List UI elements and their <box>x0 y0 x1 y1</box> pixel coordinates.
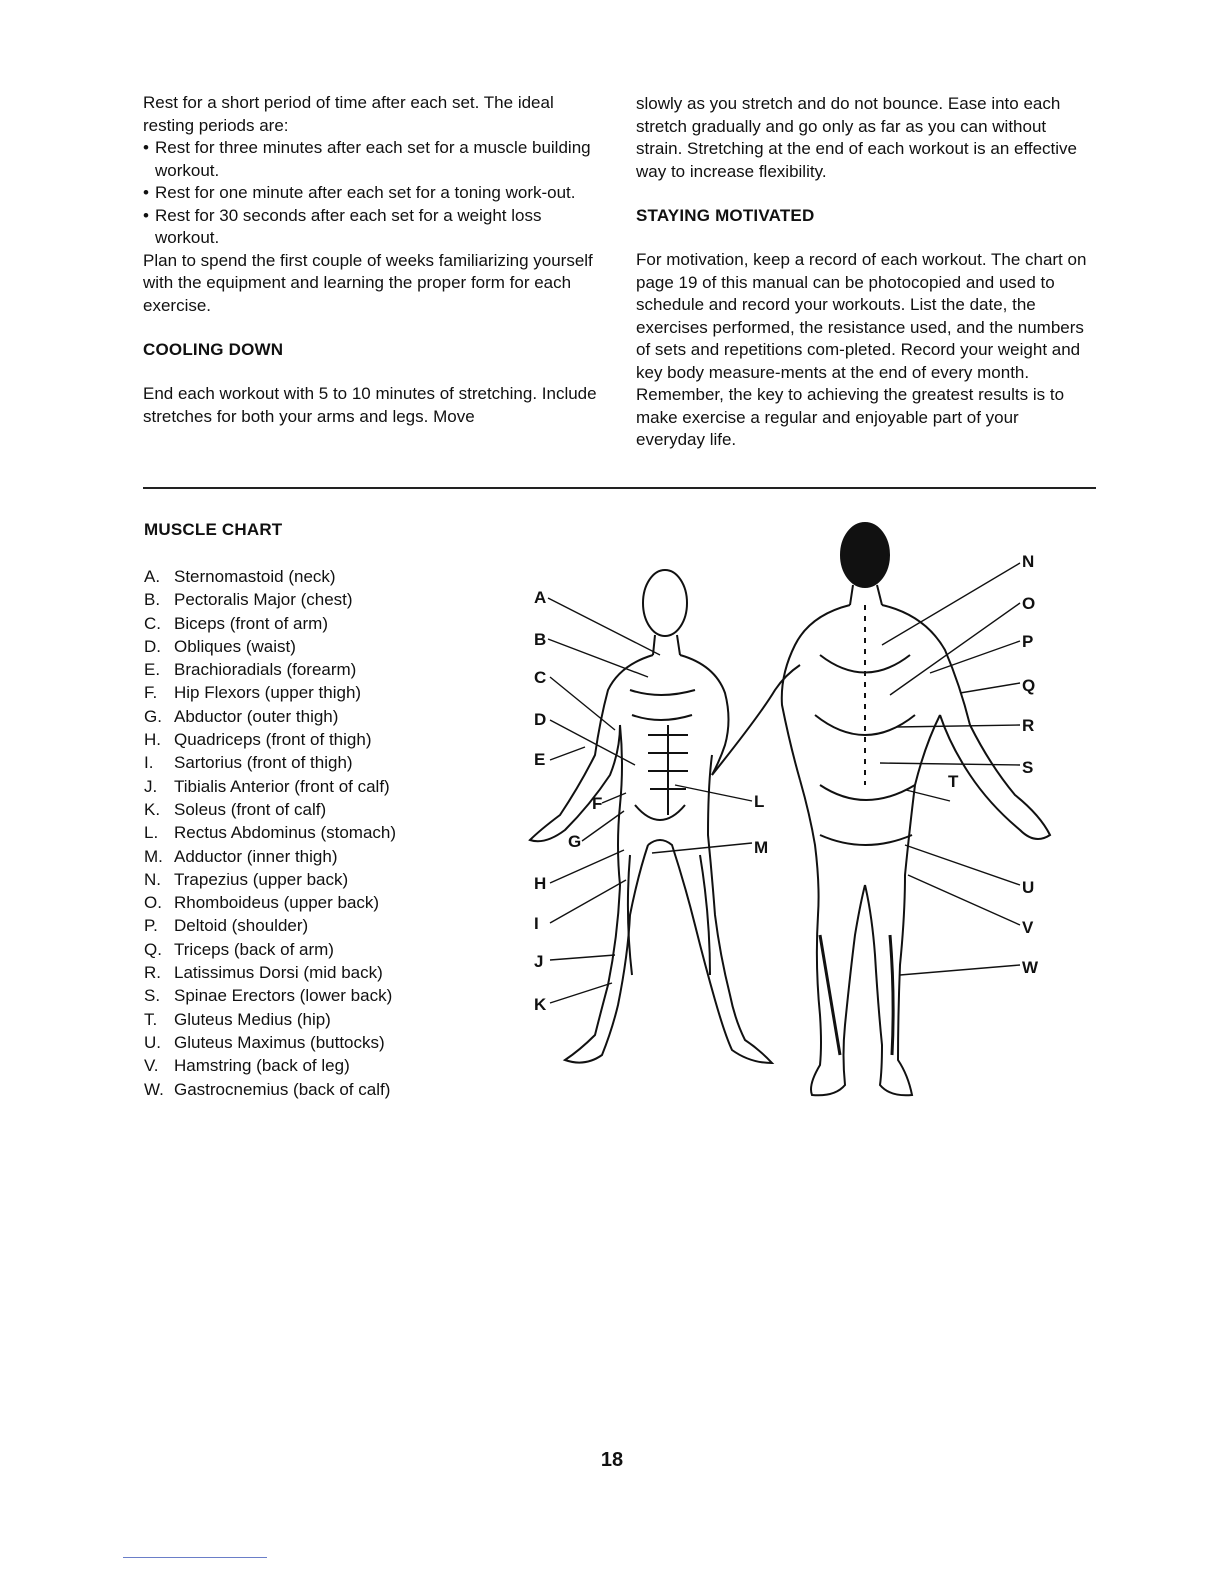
figure-labels <box>534 552 1039 1014</box>
list-item <box>144 868 396 891</box>
list-item <box>144 821 396 844</box>
figure-label-a: A <box>534 588 547 607</box>
bottom-rule <box>123 1557 267 1558</box>
figure-label-l: L <box>754 792 765 811</box>
muscle-name: Abductor (outer thigh) <box>174 706 339 726</box>
figure-label-m: M <box>754 838 769 857</box>
left-column <box>143 92 598 428</box>
rest-intro: Rest for a short period of time after each set. The ideal resting periods are: <box>143 93 554 135</box>
list-item <box>144 961 396 984</box>
muscle-letter: F. <box>144 683 158 703</box>
figure-label-n: N <box>1022 552 1035 571</box>
muscle-figure-illustration <box>520 515 1060 1105</box>
muscle-name: Gastrocnemius (back of calf) <box>174 1079 391 1099</box>
muscle-letter: I. <box>144 753 154 773</box>
muscle-name: Brachioradials (forearm) <box>174 660 357 680</box>
muscle-name: Spinae Erectors (lower back) <box>174 986 393 1006</box>
plan-paragraph: Plan to spend the first couple of weeks familiarizing yourself with the equipment and learning the proper form for each exercise. <box>143 250 593 315</box>
muscle-letter: L. <box>144 823 159 843</box>
rest-bullets <box>143 137 598 250</box>
muscle-letter: T. <box>144 1009 158 1029</box>
section-divider <box>143 487 1096 489</box>
list-item <box>144 588 396 611</box>
figure-label-b: B <box>534 630 547 649</box>
muscle-name: Rectus Abdominus (stomach) <box>174 823 397 843</box>
figure-label-v: V <box>1022 918 1034 937</box>
muscle-name: Sartorius (front of thigh) <box>174 753 353 773</box>
muscle-letter: H. <box>144 730 161 750</box>
muscle-name: Gluteus Medius (hip) <box>174 1009 331 1029</box>
muscle-letter: E. <box>144 660 161 680</box>
figure-label-g: G <box>568 832 582 851</box>
list-item <box>144 938 396 961</box>
back-figure <box>782 523 1050 1095</box>
figure-label-c: C <box>534 668 547 687</box>
list-item <box>144 1031 396 1054</box>
list-item <box>144 891 396 914</box>
muscle-letter: B. <box>144 590 161 610</box>
list-item <box>144 705 396 728</box>
muscle-list <box>144 565 396 1101</box>
muscle-name: Hamstring (back of leg) <box>174 1056 350 1076</box>
list-item <box>144 565 396 588</box>
muscle-chart-heading: MUSCLE CHART <box>144 520 283 539</box>
list-item: • Rest for 30 seconds after each set for a weight loss workout. <box>143 205 598 250</box>
list-item <box>144 1008 396 1031</box>
list-item: • Rest for one minute after each set for a toning work-out. <box>143 182 598 205</box>
cooling-down-heading: COOLING DOWN <box>143 340 284 359</box>
figure-label-o: O <box>1022 594 1036 613</box>
list-item: • Rest for three minutes after each set for a muscle building workout. <box>143 137 598 182</box>
muscle-letter: A. <box>144 567 161 586</box>
list-item <box>144 681 396 704</box>
muscle-letter: U. <box>144 1032 161 1052</box>
list-item <box>144 612 396 635</box>
muscle-letter: K. <box>144 799 161 819</box>
list-item <box>144 845 396 868</box>
figure-label-u: U <box>1022 878 1035 897</box>
muscle-letter: R. <box>144 963 161 983</box>
muscle-name: Pectoralis Major (chest) <box>174 590 353 610</box>
cooling-down-paragraph: End each workout with 5 to 10 minutes of stretching. Include stretches for both your arms and legs. Move <box>143 384 597 426</box>
muscle-name: Tibialis Anterior (front of calf) <box>174 776 390 796</box>
muscle-name: Deltoid (shoulder) <box>174 916 309 936</box>
muscle-letter: M. <box>144 846 163 866</box>
muscle-name: Rhomboideus (upper back) <box>174 893 380 913</box>
muscle-letter: G. <box>144 706 162 726</box>
list-item <box>144 658 396 681</box>
muscle-letter: S. <box>144 986 161 1006</box>
figure-label-s: S <box>1022 758 1034 777</box>
muscle-name: Adductor (inner thigh) <box>174 846 338 866</box>
muscle-name: Latissimus Dorsi (mid back) <box>174 963 383 983</box>
right-column <box>636 93 1088 452</box>
list-item <box>144 1078 396 1101</box>
figure-label-j: J <box>534 952 544 971</box>
muscle-letter: N. <box>144 869 161 889</box>
muscle-letter: J. <box>144 776 158 796</box>
motivation-paragraph: For motivation, keep a record of each workout. The chart on page 19 of this manual can be photocopied and used to schedule and record your workouts. List the date, the exercises performed, the resistance used, and the numbers of sets and repetitions com-pleted. Record your weight and key body measure-ments at the end of every month. Remember, the key to achieving the greatest results is to make exercise a regular and enjoyable part of your everyday life. <box>636 250 1087 449</box>
figure-label-r: R <box>1022 716 1035 735</box>
figure-label-w: W <box>1022 958 1039 977</box>
list-item <box>144 914 396 937</box>
front-figure <box>530 570 772 1063</box>
page-number: 18 <box>600 1449 624 1471</box>
figure-label-e: E <box>534 750 546 769</box>
muscle-letter: P. <box>144 916 158 936</box>
list-item <box>144 798 396 821</box>
figure-label-h: H <box>534 874 547 893</box>
figure-label-i: I <box>534 914 539 933</box>
muscle-letter: D. <box>144 636 161 656</box>
figure-label-q: Q <box>1022 676 1036 695</box>
muscle-letter: V. <box>144 1056 159 1076</box>
muscle-name: Hip Flexors (upper thigh) <box>174 683 362 703</box>
list-item <box>144 635 396 658</box>
figure-label-t: T <box>948 772 959 791</box>
staying-motivated-heading: STAYING MOTIVATED <box>636 206 815 225</box>
list-item <box>144 728 396 751</box>
muscle-letter: C. <box>144 613 161 633</box>
linking-arm <box>712 665 800 775</box>
muscle-letter: Q. <box>144 939 162 959</box>
muscle-name: Triceps (back of arm) <box>174 939 334 959</box>
muscle-name: Gluteus Maximus (buttocks) <box>174 1032 385 1052</box>
muscle-name: Trapezius (upper back) <box>174 869 349 889</box>
list-item <box>144 1054 396 1077</box>
muscle-name: Biceps (front of arm) <box>174 613 328 633</box>
figure-label-d: D <box>534 710 547 729</box>
muscle-letter: W. <box>144 1079 164 1099</box>
muscle-name: Obliques (waist) <box>174 636 296 656</box>
list-item <box>144 751 396 774</box>
muscle-name: Sternomastoid (neck) <box>174 567 336 586</box>
muscle-name: Quadriceps (front of thigh) <box>174 730 372 750</box>
figure-label-p: P <box>1022 632 1034 651</box>
figure-label-k: K <box>534 995 547 1014</box>
list-item <box>144 775 396 798</box>
muscle-letter: O. <box>144 893 162 913</box>
figure-label-f: F <box>592 794 603 813</box>
muscle-name: Soleus (front of calf) <box>174 799 327 819</box>
stretch-paragraph: slowly as you stretch and do not bounce. Ease into each stretch gradually and go only as far as you can without strain. Stretching at the end of each workout is an effective way to increase flexibility. <box>636 94 1077 181</box>
list-item <box>144 984 396 1007</box>
